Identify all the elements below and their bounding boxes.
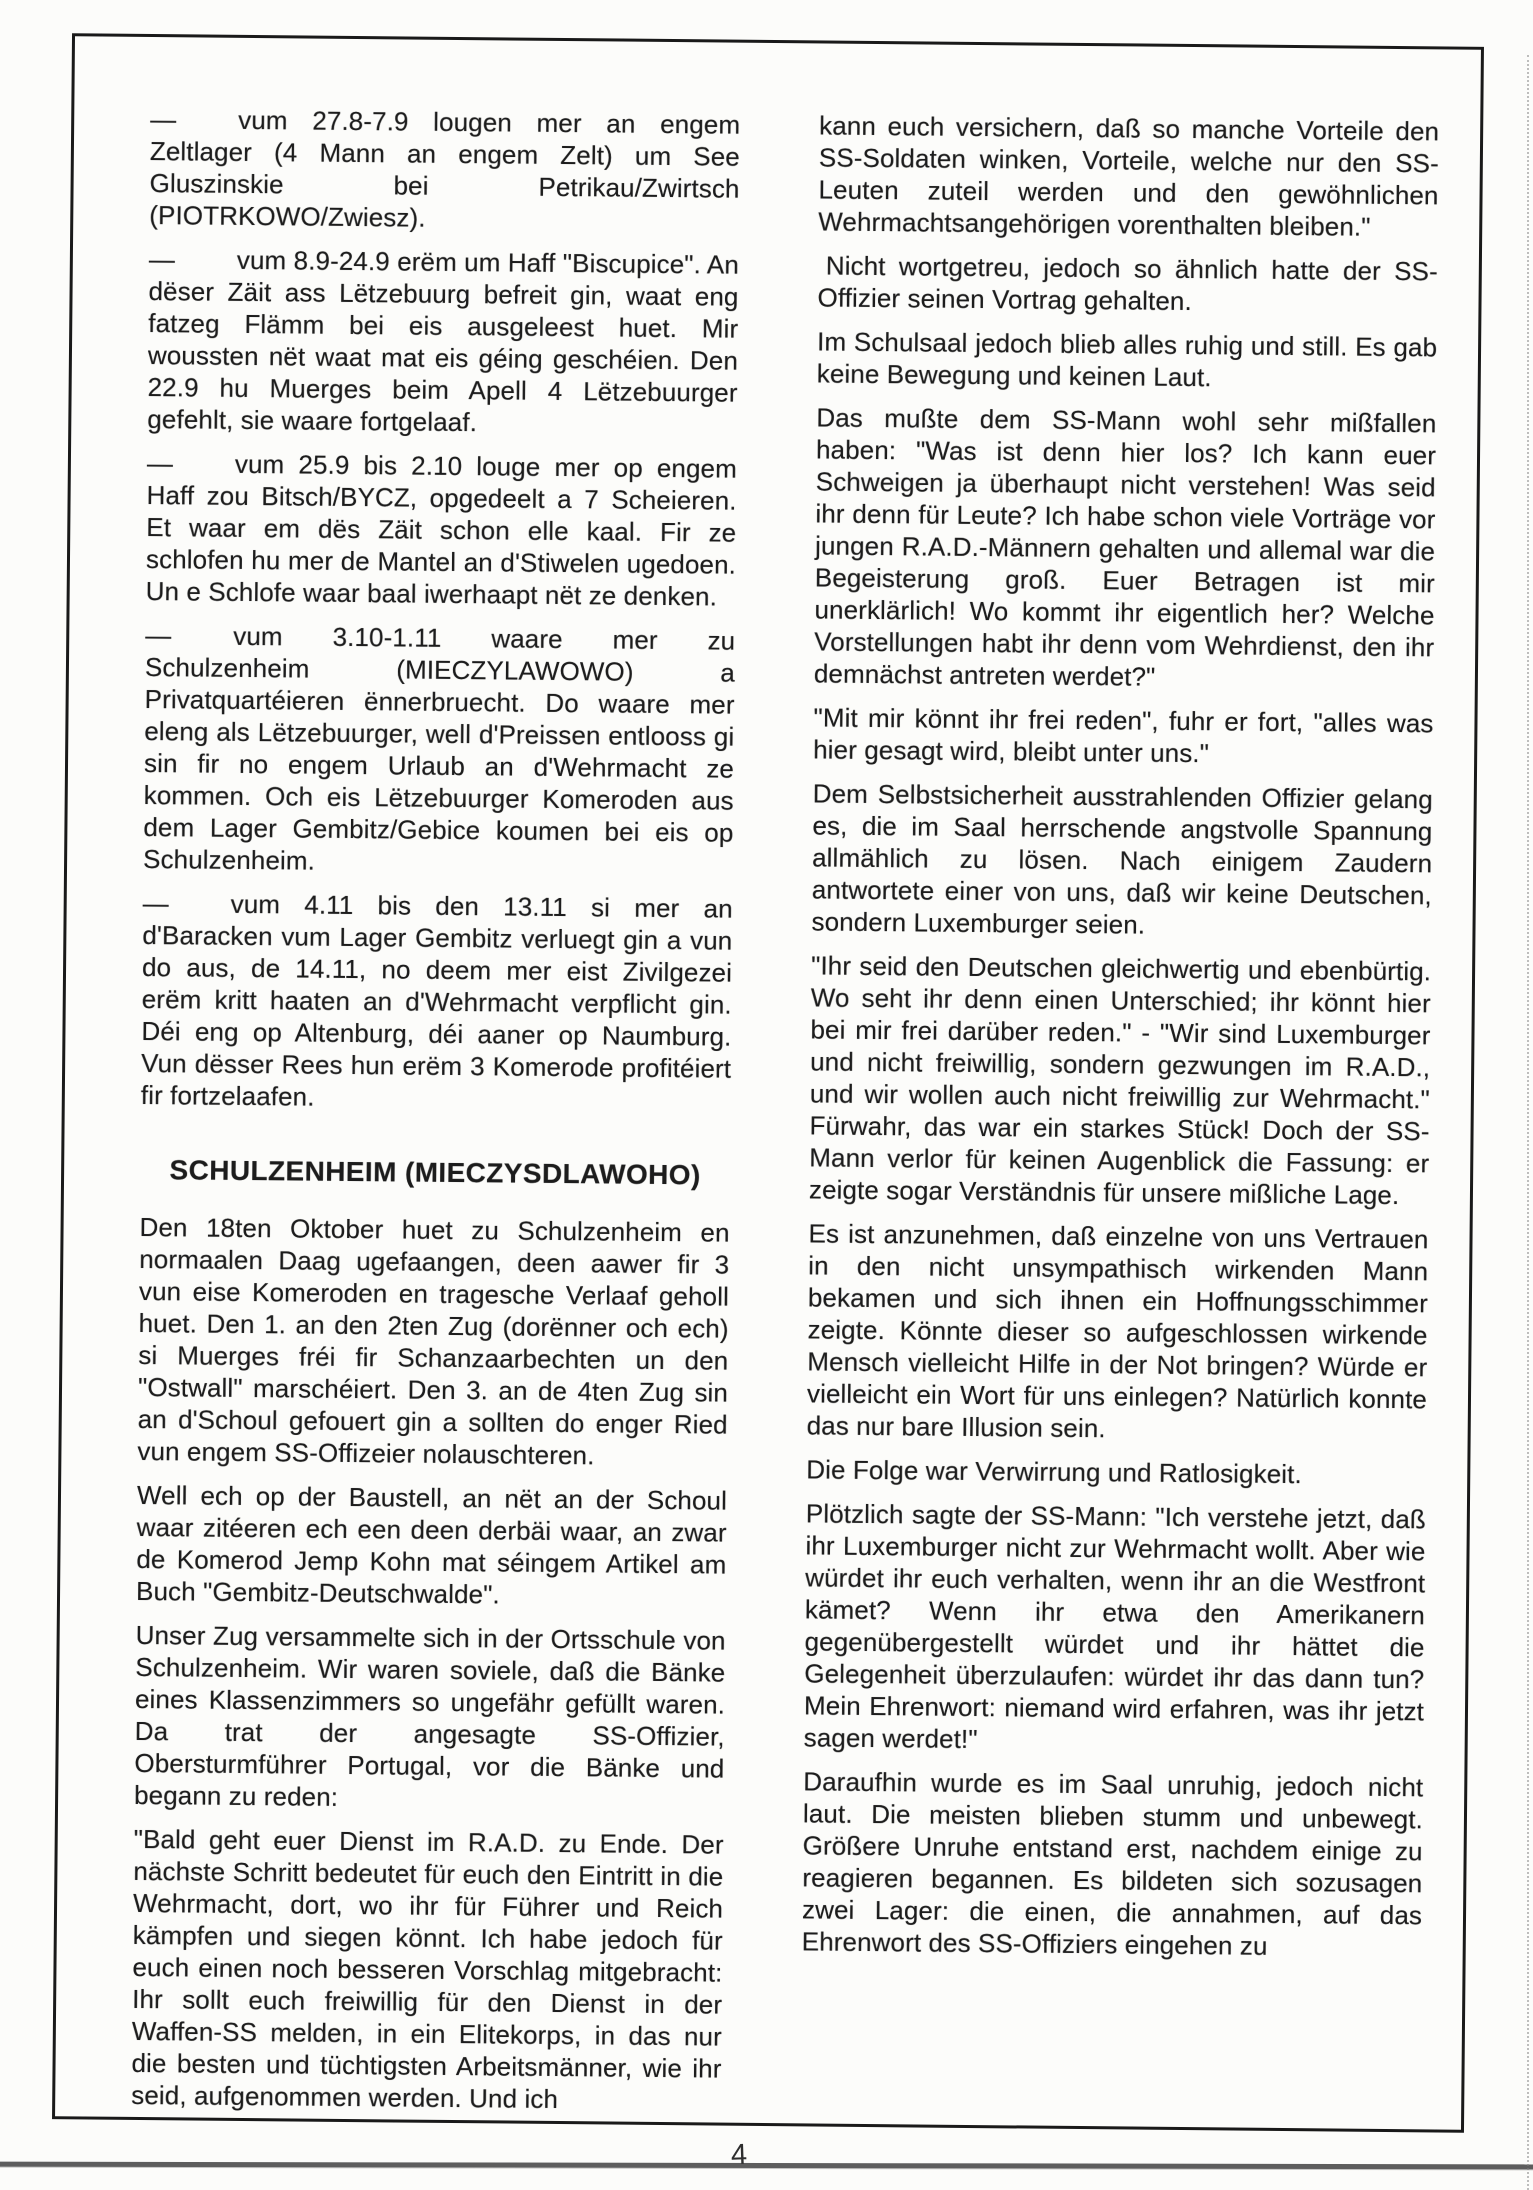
paragraph: Unser Zug versammelte sich in der Ortsschule von Schulzenheim. Wir waren soviele, daß die Bänke eines Klassenzimmers so ungefähr gefüllt waren. Da trat der angesagte SS-Offizier, Obersturmführer Portugal, vor die Bänke und begann zu reden: [133,1619,726,1812]
paragraph: Die Folge war Verwirrung und Ratlosigkeit. [806,1454,1302,1490]
dash-marker: — [148,244,176,275]
dash-marker: — [150,104,177,135]
paragraph: Daraufhin wurde es im Saal unruhig, jedoch nicht laut. Die meisten blieben stumm und unbewegt. Größere Unruhe entstand erst, nachdem einige zu reagieren begannen. Es bildeten sich sozusagen zwei Lager: die einen, die annahmen, auf das Ehrenwort des SS-Offiziers eingehen zu [801,1766,1424,1961]
dash-marker: — [146,448,174,479]
section-heading: SCHULZENHEIM (MIECZYSDLAWOHO) [169,1154,701,1191]
right-column [800,109,1439,2135]
paragraph: Es ist anzunehmen, daß einzelne von uns Vertrauen in den nicht unsympathisch wirkenden Mann bekamen und sich ihnen ein Hoffnungsschimmer zeigte. Könnte dieser so aufgeschlossen wirkende Mensch vielleicht Hilfe in der Not bringen? Würde er vielleicht ein Wort für uns einlegen? Natürlich konnte das nur bare Illusion sein. [806,1218,1429,1444]
left-column [131,103,740,2129]
text-columns [55,36,1481,2135]
paragraph: "Mit mir könnt ihr frei reden", fuhr er fort, "alles was hier gesagt wird, bleibt unter uns." [813,702,1434,769]
paragraph: Plötzlich sagte der SS-Mann: "Ich verstehe jetzt, daß ihr Luxemburger nicht zur Wehrmacht wollt. Aber wie würdet ihr euch verhalten, wenn ihr an die Westfront kämet? Wenn ihr etwa den Amerikanern gegenübergestellt würdet und ihr hättet die Gelegenheit überzulaufen: würdet ihr das dann tun? Mein Ehrenwort: niemand wird erfahren, was ihr jetzt sagen werdet!" [803,1498,1426,1755]
paragraph: Im Schulsaal jedoch blieb alles ruhig und still. Es gab keine Bewegung und keinen Laut. [816,326,1438,393]
paragraph: kann euch versichern, daß so manche Vorteile den SS-Soldaten winken, Vorteile, welche nur den SS-Leuten zuteil werden und den gewöhnlichen Wehrmachtsangehörigen vorenthalten bleiben." [818,110,1440,242]
page-number: 4 [730,2138,748,2172]
paragraph: "Ihr seid den Deutschen gleichwertig und ebenbürtig. Wo seht ihr denn einen Unterschied; ihr könnt hier bei mir frei darüber reden." - "Wir sind Luxemburger und nicht freiwillig, sondern gezwungen im R.A.D., und wir wollen auch nicht freiwillig zur Wehrmacht." Fürwahr, das war ein starkes Stück! Doch der SS-Mann verlor für keinen Augenblick die Fassung: er zeigte sogar Verständnis für unsere mißliche Lage. [808,950,1432,1211]
paragraph: — vum 27.8-7.9 lougen mer an engem Zeltlager (4 Mann an engem Zelt) um See Gluszinskie bei Petrikau/Zwirtsch (PIOTRKOWO/Zwiesz). [149,104,741,233]
paragraph: Den 18ten Oktober huet zu Schulzenheim en normaalen Daag ugefaangen, deen aawer fir 3 vun eise Komeroden en tragesche Verlaaf geholl huet. Den 1. an den 2ten Zug (dorënner och ech) si Muerges fréi fir Schanzaarbechten un den "Ostwall" marschéiert. Den 3. an de 4ten Zug sin an d'Schoul gefouert gin a sollten do enger Ried vun engem SS-Offizeier nolauschteren. [137,1211,730,1471]
scan-edge-artifact [1527,55,1529,2190]
paragraph: Das mußte dem SS-Mann wohl sehr mißfallen haben: "Was ist denn hier los? Ich kann euer Schweigen ja überhaupt nicht verstehen! Was seid ihr denn für Leute? Ich habe schon viele Vorträge vor jungen R.A.D.-Männern gehalten und allemal war die Begeisterung groß. Euer Betragen ist mir unerklärlich! Wo kommt ihr eigentlich her? Welche Vorstellungen habt ihr denn vom Wehrdienst, den ihr demnächst antreten werdet?" [813,402,1437,692]
dash-marker: — [142,887,169,919]
paragraph: — vum 4.11 bis den 13.11 si mer an d'Baracken vum Lager Gembitz verluegt gin a vun do aus, de 14.11, no deem mer eist Zivilgezei erëm kritt haaten an d'Wehrmacht verpflicht gin. Déi eng op Altenburg, déi aaner op Naumburg. Vun dësser Rees hun erëm 3 Komerode profitéiert fir fortzelaafen. [140,887,733,1112]
paragraph: — vum 8.9-24.9 erëm um Haff "Biscupice". An dëser Zäit ass Lëtzebuurg befreit gin, waat eng fatzeg Flämm bei eis ausgeleest huet. Mir woussten nët waat mat eis géing geschéien. Den 22.9 hu Muerges beim Apell 4 Lëtzebuurger gefehlt, sie waare fortgelaaf. [147,244,739,438]
paragraph: Well ech op der Baustell, an nët an der Schoul waar zitéeren ech een deen derbäi waar, an zwar de Komerod Jemp Kohn mat séingem Artikel am Buch "Gembitz-Deutschwalde". [135,1479,728,1610]
page-border-frame [52,33,1484,2132]
scanner-edge-line [0,2162,1533,2170]
paragraph: "Bald geht euer Dienst im R.A.D. zu Ende. Der nächste Schritt bedeutet für euch den Eintritt in die Wehrmacht, dort, wo ihr für Führer und Reich kämpfen und siegen könnt. Ich habe jedoch für euch einen noch besseren Vorschlag mitgebracht: Ihr sollt euch freiwillig für den Dienst in der Waffen-SS melden, in ein Elitekorps, in das nur die besten und tüchtigsten Arbeitsmänner, wie ihr seid, aufgenommen werden. Und ich [131,1823,724,2115]
paragraph: Nicht wortgetreu, jedoch so ähnlich hatte der SS-Offizier seinen Vortrag gehalten. [817,250,1438,317]
paragraph: — vum 25.9 bis 2.10 louge mer op engem Haff zou Bitsch/BYCZ, opgedeelt a 7 Scheieren. Et waar em dës Zäit schon elle kaal. Fir ze schlofen hu mer de Mantel an d'Stiwelen ugedoen. Un e Schlofe waar baal iwerhaapt nët ze denken. [145,448,738,612]
dash-marker: — [145,620,172,651]
paragraph: — vum 3.10-1.11 waare mer zu Schulzenheim (MIECZYLAWOWO) a Privatquartéieren ënnerbruecht. Do waare mer eleng als Lëtzebuurger, well d'Preissen entlooss gi sin fir no engem Urlaub an d'Wehrmacht ze kommen. Och eis Lëtzebuurger Komeroden aus dem Lager Gembitz/Gebice koumen bei eis op Schulzenheim. [142,620,736,876]
paragraph: Dem Selbstsicherheit ausstrahlenden Offizier gelang es, die im Saal herrschende angstvolle Spannung allmählich zu lösen. Nach einigem Zaudern antwortete einer von uns, daß wir keine Deutschen, sondern Luxemburger seien. [811,778,1433,940]
